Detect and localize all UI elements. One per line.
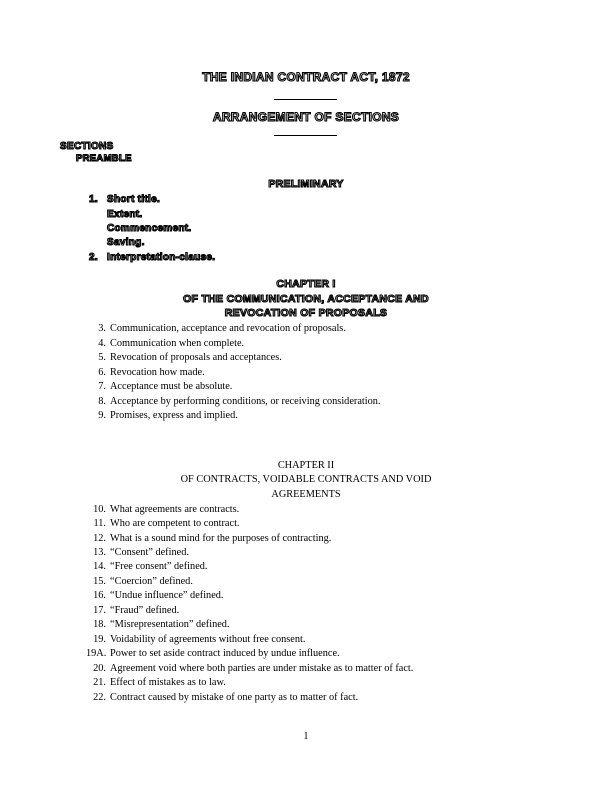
title-divider bbox=[274, 99, 337, 100]
preliminary-item-saving: Saving. bbox=[107, 237, 145, 248]
page-number: 1 bbox=[303, 731, 309, 742]
chapter2-title-line1: OF CONTRACTS, VOIDABLE CONTRACTS AND VOID bbox=[180, 474, 432, 485]
preliminary-heading: PRELIMINARY bbox=[268, 178, 344, 190]
document-page: THE INDIAN CONTRACT ACT, 1872 ARRANGEMENT OF SECTIONS SECTIONS PREAMBLE PRELIMINARY 1. Short title. Extent. Commencement. Saving. 2. Interpretation-clause. CHAPTER I OF THE COMMUNICATION, ACCEPTANCE AND REVOCATION OF PROPOSALS 3. Communication, acceptance and revocation of proposals. 4. Communication when complete. 5. Revocation of proposals and acceptances. 6. Revocation how made. 7. Acceptance must be absolute. 8. Acceptance by performing conditions, or receiving consideration. 9. Promises, express and implied. CHAPTER II OF CONTRACTS, VOIDABLE CONTRACTS AND VOID AGREEMENTS 10. What agreements are contracts. 11. Who are competent to contract. 12. What is a sound mind for the purposes of contracting. 13. “Consent” defined. 14. “Free consent” defined. 15. “Coercion” defined. 16. “Undue influence” defined. 17. “Fraud” defined. 18. “Misrepresentation” defined. 19. Voidability of agreements without free consent. 19A. Power to set aside contract induced by undue influence. 20. Agreement void where both parties are under mistake as to matter of fact. 21. Effect of mistakes as to law. 22. Contract caused by mistake of one party as to matter of fact. 1 bbox=[0, 0, 612, 792]
act-title: THE INDIAN CONTRACT ACT, 1872 bbox=[202, 70, 410, 84]
preliminary-item-extent: Extent. bbox=[107, 209, 143, 220]
preamble-label: PREAMBLE bbox=[76, 153, 132, 164]
chapter1-title-line2: REVOCATION OF PROPOSALS bbox=[224, 307, 388, 319]
chapter2-label: CHAPTER II bbox=[277, 460, 335, 471]
chapter2-title-line2: AGREEMENTS bbox=[271, 489, 341, 500]
chapter1-label: CHAPTER I bbox=[276, 278, 336, 290]
arrangement-heading: ARRANGEMENT OF SECTIONS bbox=[212, 110, 400, 124]
preliminary-num-2: 2. bbox=[89, 252, 98, 263]
preliminary-item-interpretation: Interpretation-clause. bbox=[107, 252, 216, 263]
preliminary-item-commencement: Commencement. bbox=[107, 223, 192, 234]
preliminary-num-1: 1. bbox=[89, 194, 98, 205]
subtitle-divider bbox=[274, 135, 337, 136]
preliminary-item-short-title: Short title. bbox=[107, 194, 161, 205]
sections-label: SECTIONS bbox=[60, 141, 114, 152]
chapter1-title-line1: OF THE COMMUNICATION, ACCEPTANCE AND bbox=[183, 293, 429, 305]
